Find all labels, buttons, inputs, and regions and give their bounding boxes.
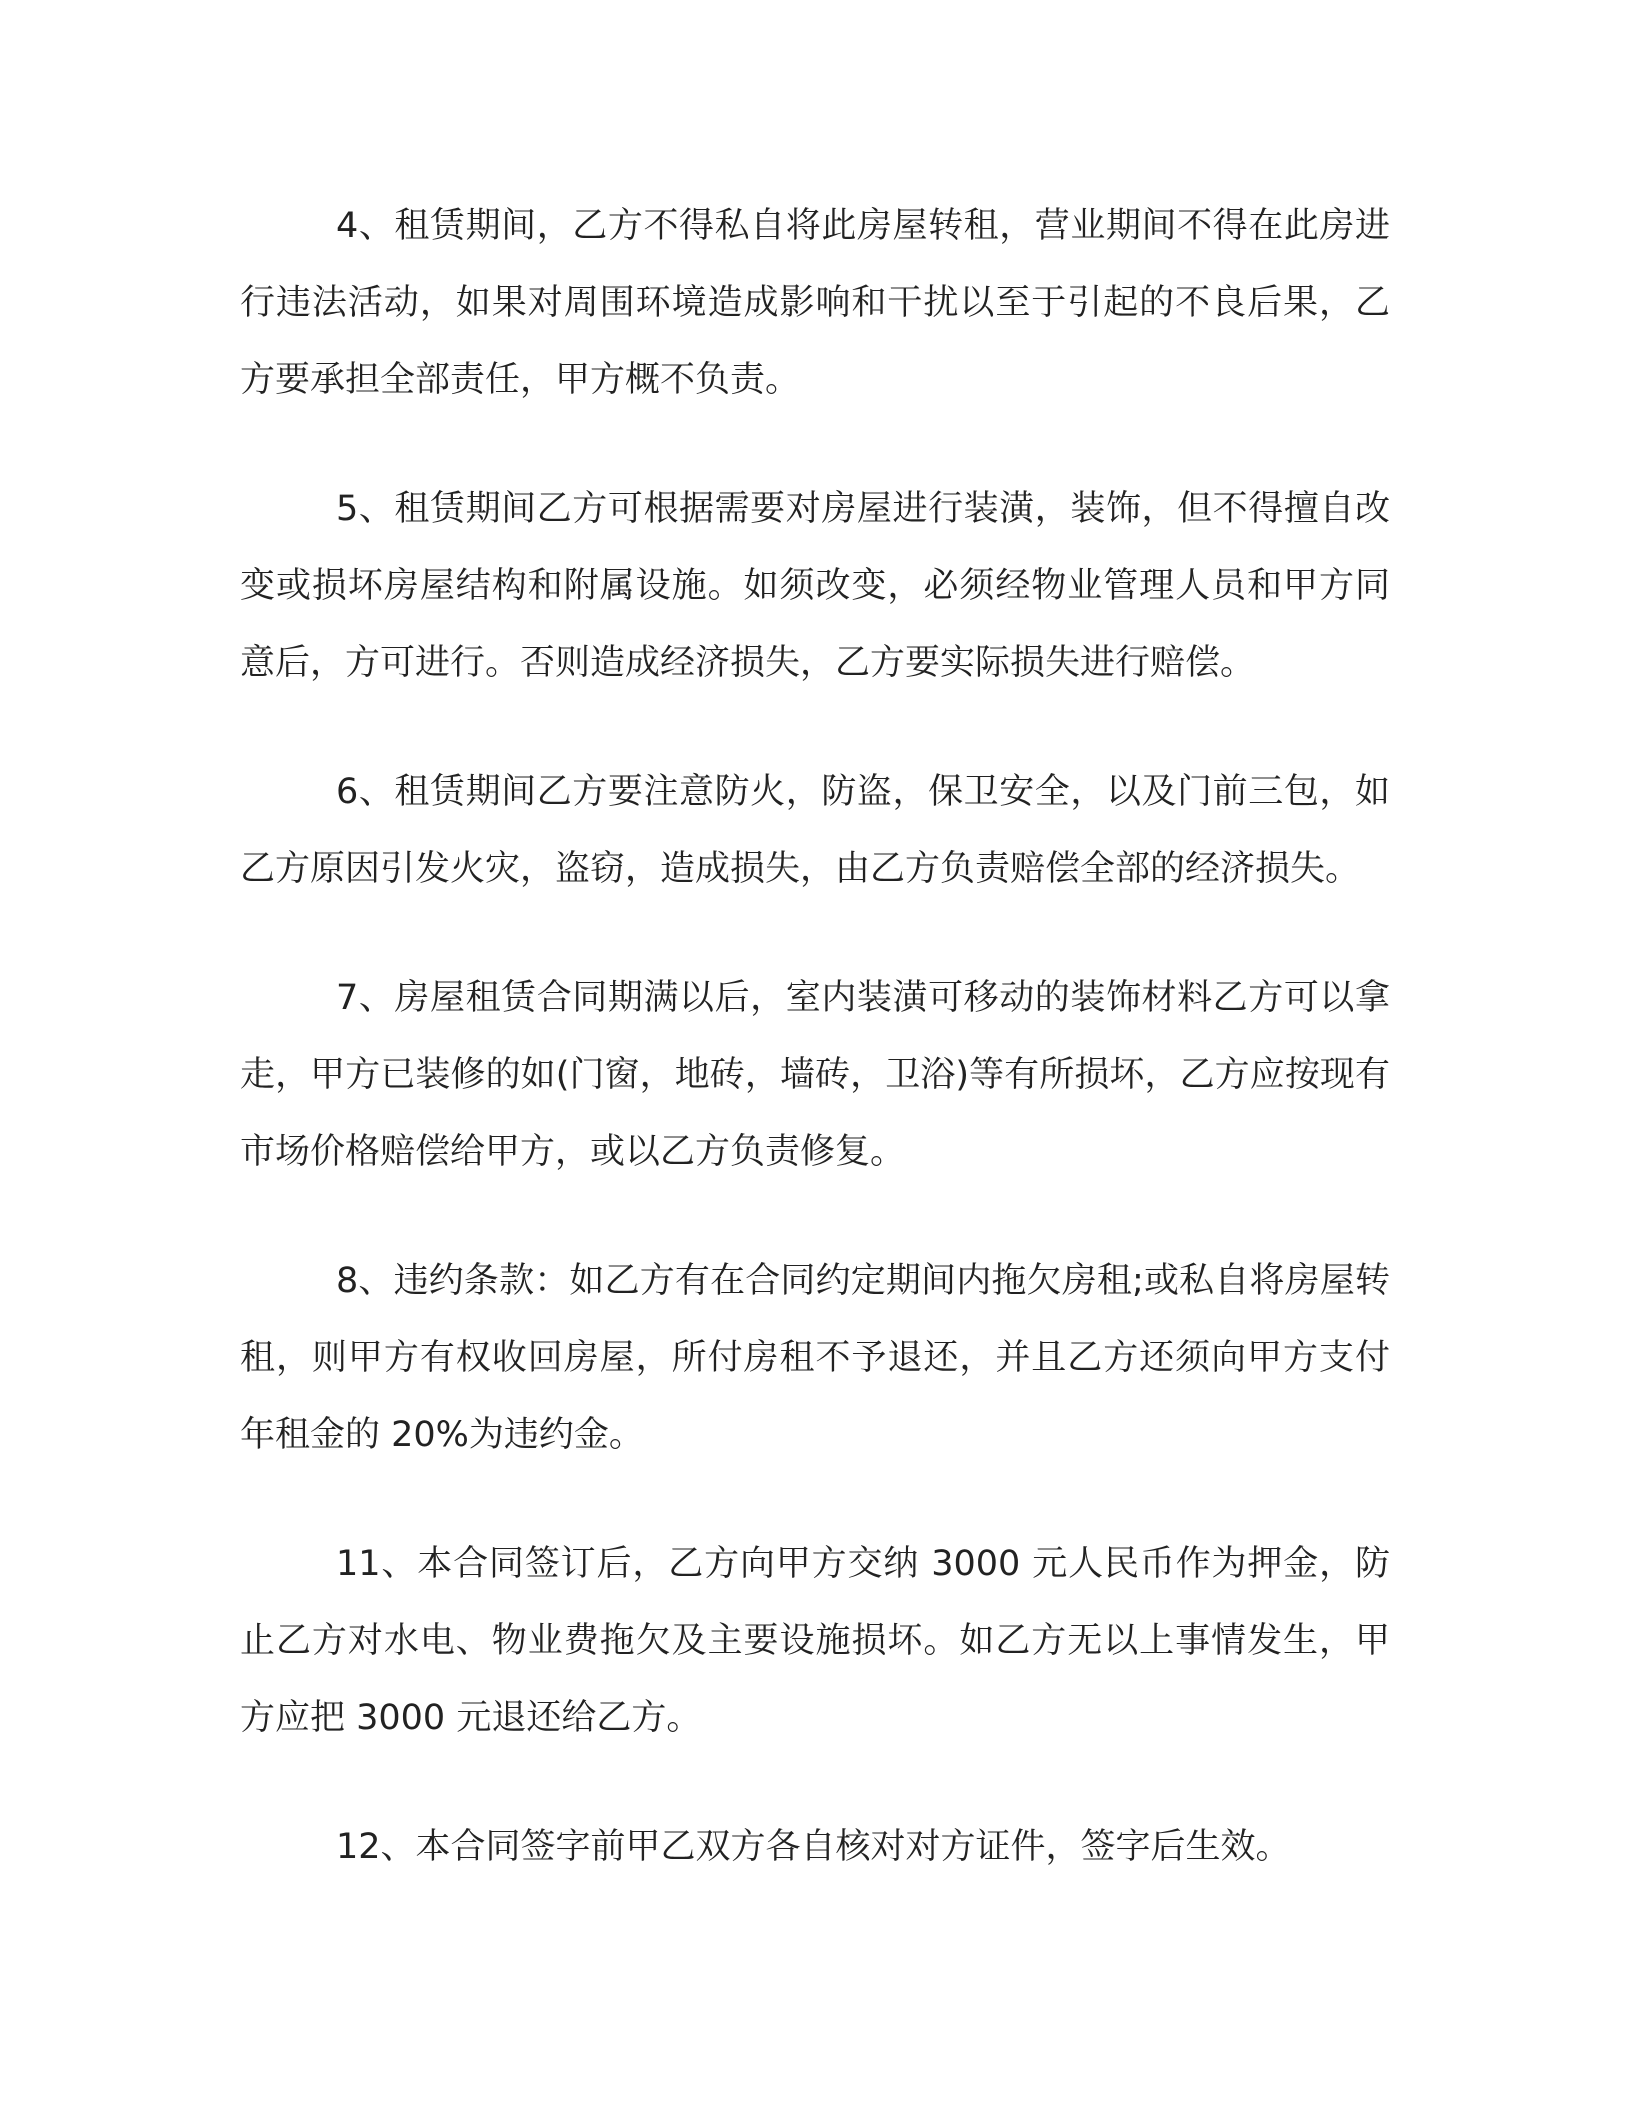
clause-12: 12、本合同签字前甲乙双方各自核对对方证件，签字后生效。 <box>336 1827 1291 1867</box>
clause-5: 5、租赁期间乙方可根据需要对房屋进行装潢，装饰，但不得擅自改变或损坏房屋结构和附属设施。如须改变，必须经物业管理人员和甲方同意后，方可进行。否则造成经济损失，乙方要实际损失进行赔偿。 <box>240 489 1390 683</box>
clause-7: 7、房屋租赁合同期满以后，室内装潢可移动的装饰材料乙方可以拿走，甲方已装修的如(门窗，地砖，墙砖，卫浴)等有所损坏，乙方应按现有市场价格赔偿给甲方，或以乙方负责修复。 <box>240 978 1390 1172</box>
clause-8: 8、违约条款：如乙方有在合同约定期间内拖欠房租;或私自将房屋转租，则甲方有权收回房屋，所付房租不予退还，并且乙方还须向甲方支付年租金的 20%为违约金。 <box>240 1261 1390 1455</box>
clause-11: 11、本合同签订后，乙方向甲方交纳 3000 元人民币作为押金，防止乙方对水电、物业费拖欠及主要设施损坏。如乙方无以上事情发生，甲方应把 3000 元退还给乙方。 <box>240 1544 1390 1738</box>
contract-body <box>240 188 1390 1886</box>
clause-6: 6、租赁期间乙方要注意防火，防盗，保卫安全，以及门前三包，如乙方原因引发火灾，盗窃，造成损失，由乙方负责赔偿全部的经济损失。 <box>240 772 1390 889</box>
clause-4: 4、租赁期间，乙方不得私自将此房屋转租，营业期间不得在此房进行违法活动，如果对周围环境造成影响和干扰以至于引起的不良后果，乙方要承担全部责任，甲方概不负责。 <box>240 206 1390 400</box>
